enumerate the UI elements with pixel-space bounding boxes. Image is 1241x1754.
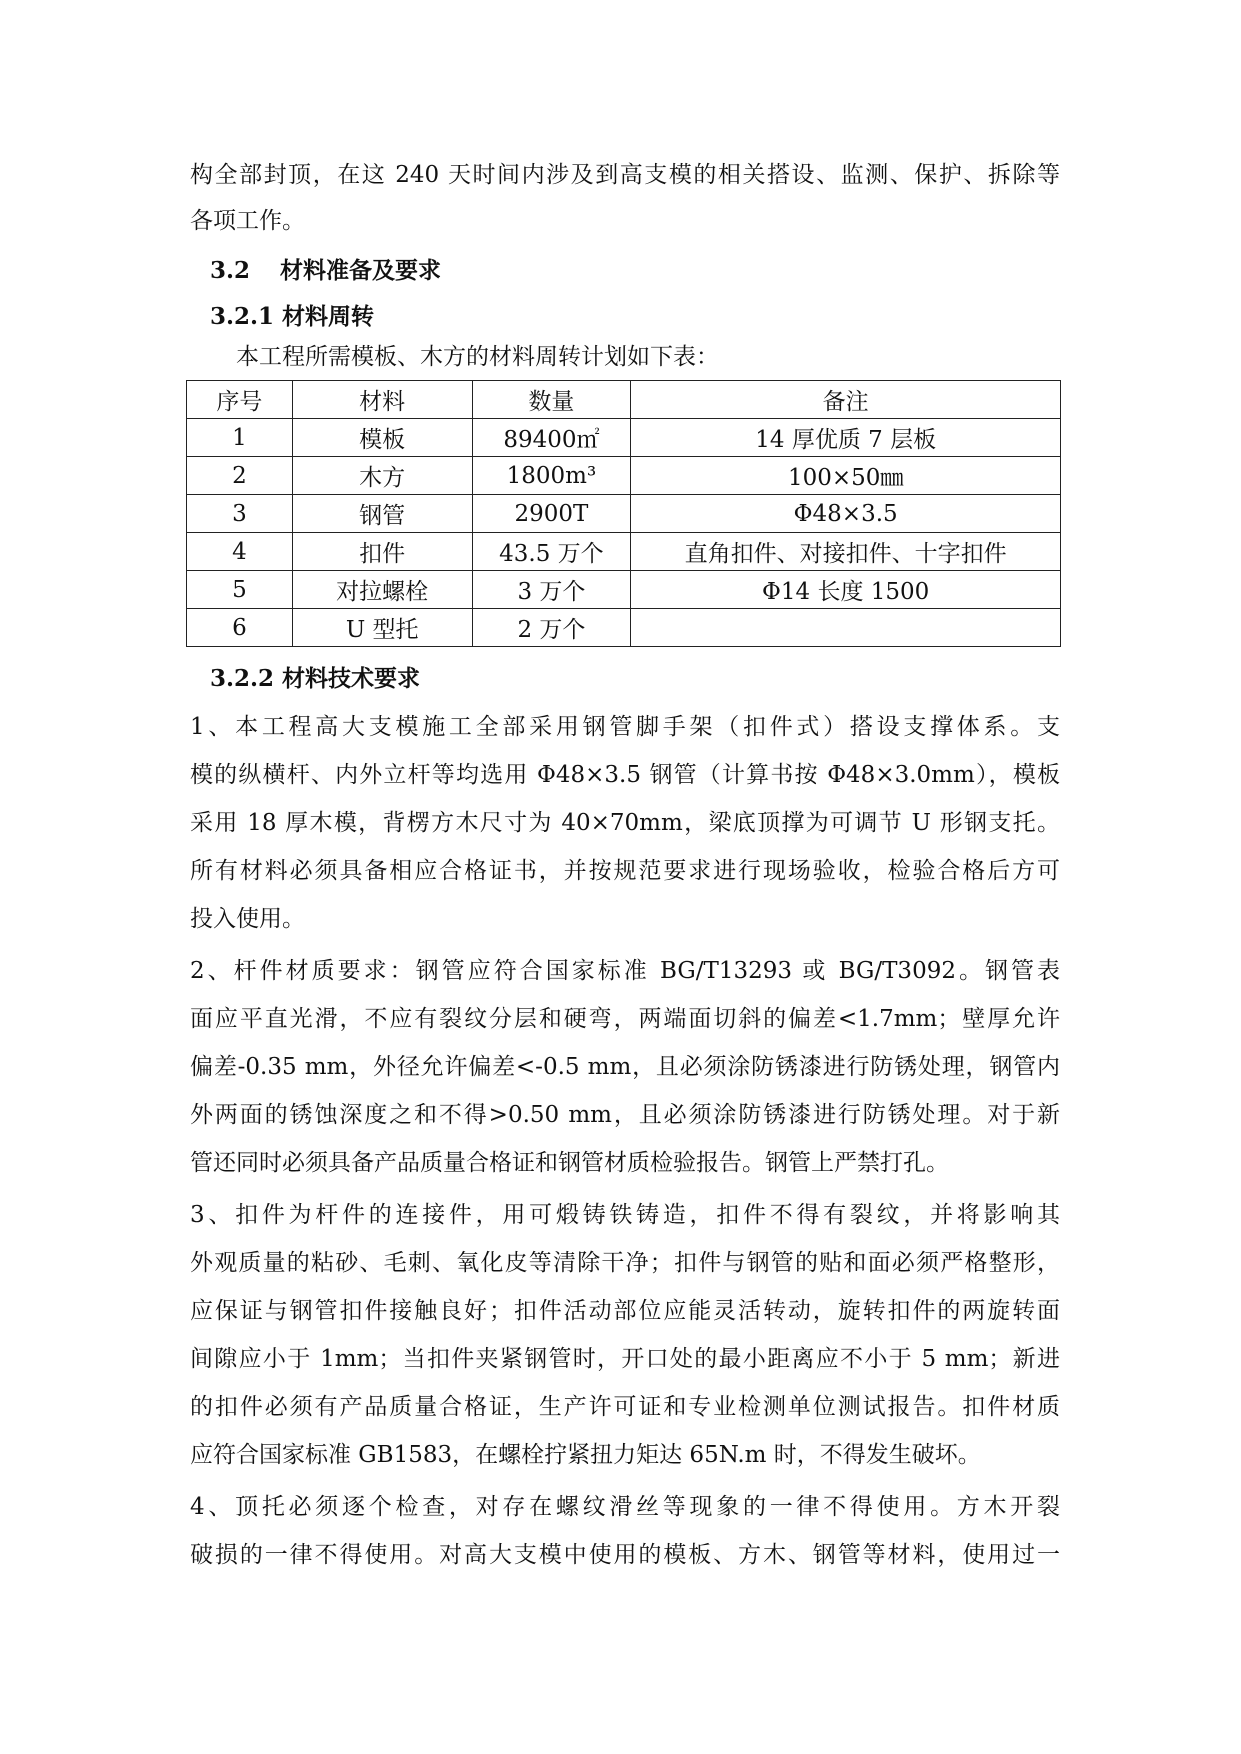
table-row (187, 571, 1061, 609)
header-cell-material: 材料 (292, 381, 472, 419)
paragraph-line: 2、杆件材质要求：钢管应符合国家标准 BG/T13293 或 BG/T3092。钢管表 (190, 958, 1060, 984)
paragraph-line: 破损的一律不得使用。对高大支模中使用的模板、方木、钢管等材料，使用过一 (190, 1542, 1060, 1568)
header-cell-index: 序号 (187, 381, 293, 419)
subsection-heading: 3.2.2 材料技术要求 (210, 665, 421, 692)
table-row (187, 419, 1061, 457)
table-cell: 木方 (292, 457, 472, 495)
paragraph-line: 应符合国家标准 GB1583，在螺栓拧紧扭力矩达 65N.m 时，不得发生破坏。 (190, 1442, 981, 1468)
table-cell: 2 (187, 457, 293, 495)
table-cell: 5 (187, 571, 293, 609)
table-cell: 2900T (472, 495, 631, 533)
table-row (187, 495, 1061, 533)
table-cell: U 型托 (292, 609, 472, 647)
table-cell: 100×50㎜ (631, 457, 1061, 495)
table-row (187, 457, 1061, 495)
table-cell: 对拉螺栓 (292, 571, 472, 609)
table-cell: Φ48×3.5 (631, 495, 1061, 533)
paragraph-line: 1、本工程高大支模施工全部采用钢管脚手架（扣件式）搭设支撑体系。支 (190, 714, 1060, 740)
table-cell: 钢管 (292, 495, 472, 533)
paragraph-line: 应保证与钢管扣件接触良好；扣件活动部位应能灵活转动，旋转扣件的两旋转面 (190, 1298, 1060, 1324)
section-number: 3.2 (210, 257, 251, 284)
paragraph-line: 4、顶托必须逐个检查，对存在螺纹滑丝等现象的一律不得使用。方木开裂 (190, 1494, 1060, 1520)
paragraph-line: 投入使用。 (190, 906, 305, 932)
section-heading (210, 256, 441, 286)
table-cell: 1800m³ (472, 457, 631, 495)
table-cell: 2 万个 (472, 609, 631, 647)
subsection-heading: 3.2.1 材料周转 (210, 303, 375, 330)
header-cell-quantity: 数量 (472, 381, 631, 419)
paragraph-line: 采用 18 厚木模，背楞方木尺寸为 40×70mm，梁底顶撑为可调节 U 形钢支托。 (190, 810, 1060, 836)
table-cell: 14 厚优质 7 层板 (631, 419, 1061, 457)
paragraph-line: 各项工作。 (190, 208, 305, 234)
table-cell: Φ14 长度 1500 (631, 571, 1061, 609)
table-header-row (187, 381, 1061, 419)
table-cell: 扣件 (292, 533, 472, 571)
table-cell: 89400㎡ (472, 419, 631, 457)
paragraph-line: 的扣件必须有产品质量合格证，生产许可证和专业检测单位测试报告。扣件材质 (190, 1394, 1060, 1420)
section-title: 材料准备及要求 (280, 257, 441, 284)
paragraph-line: 间隙应小于 1mm；当扣件夹紧钢管时，开口处的最小距离应不小于 5 mm；新进 (190, 1346, 1060, 1372)
table-cell: 3 万个 (472, 571, 631, 609)
paragraph-line: 构全部封顶，在这 240 天时间内涉及到高支模的相关搭设、监测、保护、拆除等 (190, 162, 1060, 188)
paragraph-line: 3、扣件为杆件的连接件，用可煅铸铁铸造，扣件不得有裂纹，并将影响其 (190, 1202, 1060, 1228)
paragraph-line: 外观质量的粘砂、毛刺、氧化皮等清除干净；扣件与钢管的贴和面必须严格整形， (190, 1250, 1060, 1276)
table-cell (631, 609, 1061, 647)
table-row (187, 609, 1061, 647)
table-cell: 3 (187, 495, 293, 533)
table-cell: 1 (187, 419, 293, 457)
table-cell: 直角扣件、对接扣件、十字扣件 (631, 533, 1061, 571)
table-intro: 本工程所需模板、木方的材料周转计划如下表： (236, 344, 719, 370)
paragraph-line: 模的纵横杆、内外立杆等均选用 Φ48×3.5 钢管（计算书按 Φ48×3.0mm），模板 (190, 762, 1060, 788)
table-cell: 模板 (292, 419, 472, 457)
paragraph-line: 管还同时必须具备产品质量合格证和钢管材质检验报告。钢管上严禁打孔。 (190, 1150, 949, 1176)
paragraph-line: 外两面的锈蚀深度之和不得>0.50 mm，且必须涂防锈漆进行防锈处理。对于新 (190, 1102, 1060, 1128)
paragraph-line: 面应平直光滑，不应有裂纹分层和硬弯，两端面切斜的偏差<1.7mm；壁厚允许 (190, 1006, 1060, 1032)
material-turnover-table (186, 380, 1061, 647)
paragraph-line: 所有材料必须具备相应合格证书，并按规范要求进行现场验收，检验合格后方可 (190, 858, 1060, 884)
header-cell-remark: 备注 (631, 381, 1061, 419)
table-row (187, 533, 1061, 571)
table-cell: 6 (187, 609, 293, 647)
table-cell: 43.5 万个 (472, 533, 631, 571)
paragraph-line: 偏差-0.35 mm，外径允许偏差<-0.5 mm，且必须涂防锈漆进行防锈处理，钢管内 (190, 1054, 1060, 1080)
table-cell: 4 (187, 533, 293, 571)
